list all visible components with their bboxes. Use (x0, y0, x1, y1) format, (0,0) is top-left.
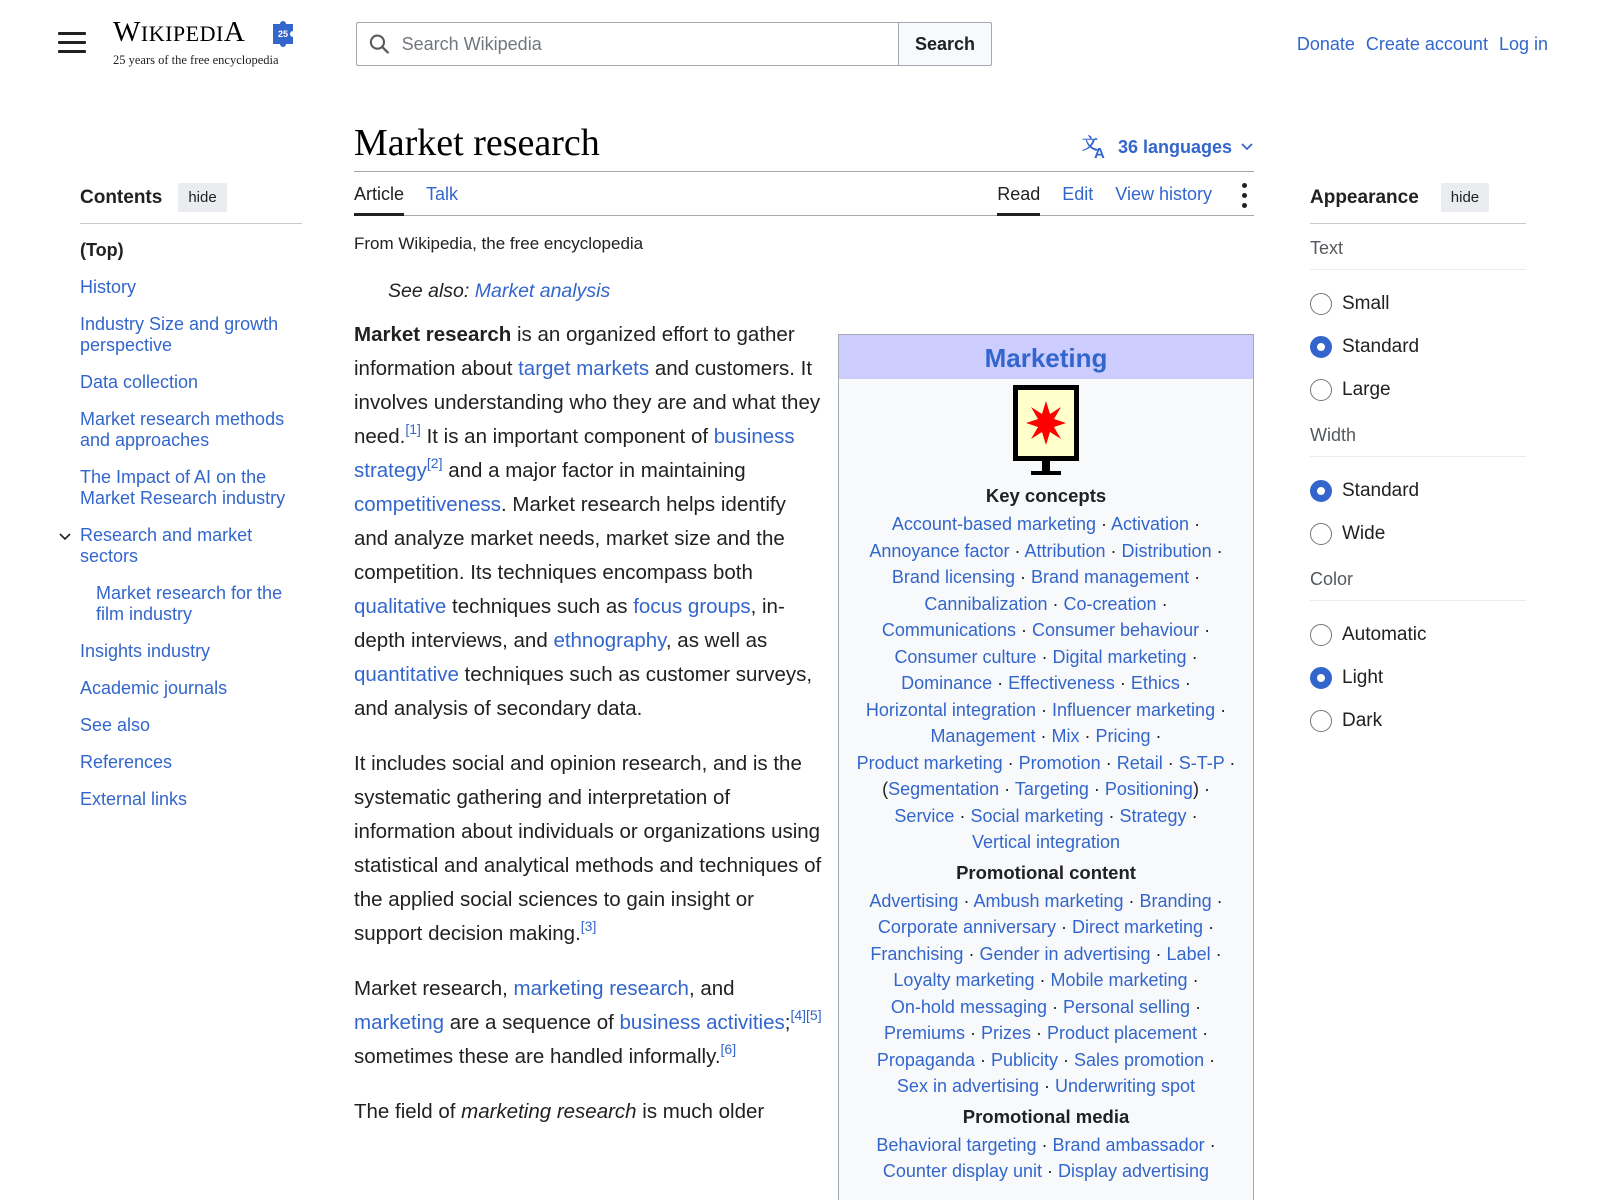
toc-item-data-collection[interactable]: Data collection (80, 372, 199, 392)
infobox-line (851, 697, 1241, 724)
radio-button[interactable] (1310, 624, 1332, 646)
radio-button[interactable] (1310, 710, 1332, 732)
infobox-link-advertising[interactable]: Advertising (869, 890, 959, 911)
separator-dot: · (1039, 1076, 1055, 1096)
infobox-link-ethics[interactable]: Ethics (1130, 673, 1180, 693)
infobox-line (851, 941, 1241, 968)
languages-label: 36 languages (1117, 136, 1232, 157)
infobox-link-sales-promotion[interactable]: Sales promotion (1074, 1049, 1205, 1070)
separator-dot: · (1036, 699, 1052, 720)
separator-dot: · (1186, 646, 1198, 667)
link-quantitative[interactable]: quantitative (354, 663, 459, 686)
appearance-hide-button[interactable]: hide (1441, 183, 1489, 212)
separator-dot: · (1187, 970, 1199, 990)
more-tools-icon[interactable] (1234, 180, 1254, 210)
infobox-link-retail[interactable]: Retail (1116, 752, 1163, 773)
citation-1[interactable]: [1] (405, 421, 421, 437)
svg-text:25: 25 (277, 29, 289, 39)
infobox-line (851, 776, 1241, 803)
link-business-activities[interactable]: business activities (619, 1011, 785, 1034)
site-sub: From Wikipedia, the free encyclopedia (354, 234, 644, 253)
infobox-line (851, 538, 1241, 565)
separator-dot: · (1197, 1023, 1209, 1043)
separator-dot: · (958, 890, 974, 911)
radio-text-small[interactable] (1310, 282, 1526, 325)
infobox-link-behavioral-targeting[interactable]: Behavioral targeting (876, 1134, 1037, 1155)
infobox-line (851, 617, 1241, 644)
separator-dot: · (1088, 779, 1105, 799)
infobox-link-underwriting-spot[interactable]: Underwriting spot (1055, 1076, 1196, 1096)
hatnote: See also: Market analysis (388, 280, 611, 302)
radio-button[interactable] (1310, 523, 1332, 545)
link-qualitative[interactable]: qualitative (354, 595, 447, 618)
radio-label: Wide (1342, 522, 1386, 544)
separator-dot: · (1030, 1023, 1047, 1043)
separator-dot: · (1056, 917, 1073, 937)
search-form (356, 22, 992, 66)
separator-dot: · (1211, 890, 1223, 911)
separator-dot: · (963, 943, 980, 964)
logo-tagline: 25 years of the free encyclopedia (113, 53, 279, 67)
radio-label: Small (1342, 292, 1390, 314)
infobox-link-positioning[interactable]: Positioning (1104, 779, 1193, 799)
separator-dot: · (1179, 673, 1191, 693)
chevron-down-icon[interactable] (58, 527, 72, 548)
separator-dot: · (1114, 673, 1131, 693)
infobox-link-label[interactable]: Label (1166, 943, 1211, 964)
table-of-contents (80, 180, 302, 826)
infobox-link-account-based-marketing[interactable]: Account-based marketing (891, 514, 1097, 534)
link-ethnography[interactable]: ethnography (553, 629, 666, 652)
separator-dot: · (1199, 620, 1211, 640)
appearance-group-label: Color (1310, 569, 1526, 601)
infobox-line (851, 670, 1241, 697)
separator-dot: · (1042, 1161, 1058, 1181)
puzzle-25-icon (269, 18, 299, 48)
infobox-line (851, 511, 1241, 538)
separator-dot: · (1150, 943, 1167, 964)
radio-label: Standard (1342, 335, 1420, 357)
citation-6[interactable]: [6] (720, 1041, 737, 1057)
toc-list (80, 240, 302, 810)
link-business-strategy[interactable]: business strategy (354, 425, 795, 482)
infobox-line (851, 1132, 1241, 1159)
toc-item-insights[interactable]: Insights industry (80, 641, 211, 661)
infobox-link-annoyance-factor[interactable]: Annoyance factor (869, 540, 1010, 561)
citation-3[interactable]: [3] (580, 918, 597, 934)
separator-dot: · (1211, 540, 1223, 561)
separator-dot: · (1224, 752, 1236, 773)
infobox-line (851, 1158, 1241, 1185)
infobox-section-heading: Promotional content (956, 861, 1136, 883)
infobox-line (851, 723, 1241, 750)
separator-dot: · (1103, 805, 1120, 826)
separator-dot: · (1035, 726, 1052, 746)
infobox-section (839, 1106, 1253, 1185)
toc-item-top[interactable]: (Top) (80, 240, 124, 260)
translate-icon (1082, 135, 1110, 159)
infobox-link-mix[interactable]: Mix (1051, 726, 1080, 746)
appearance-groups (1310, 238, 1526, 742)
appearance-header (1310, 180, 1526, 224)
infobox-link-distribution[interactable]: Distribution (1121, 540, 1212, 561)
infobox-link-digital-marketing[interactable]: Digital marketing (1052, 646, 1187, 667)
infobox-link-s-t-p[interactable]: S-T-P (1178, 752, 1225, 773)
separator-dot: · (1002, 752, 1019, 773)
paren: ) (1192, 779, 1199, 799)
citation-4[interactable]: [4] (790, 1007, 807, 1023)
radio-color-automatic[interactable] (1310, 613, 1526, 656)
radio-button[interactable] (1310, 667, 1332, 689)
link-competitiveness[interactable]: competitiveness (354, 493, 501, 516)
appearance-group-label: Width (1310, 425, 1526, 457)
infobox-link-brand-licensing[interactable]: Brand licensing (891, 567, 1015, 587)
paragraph: Market research, marketing research, and marketing are a sequence of business activities;[4][5] sometimes these are handled informally.[6] (354, 977, 822, 1068)
infobox-link-effectiveness[interactable]: Effectiveness (1008, 673, 1115, 693)
infobox-link-influencer-marketing[interactable]: Influencer marketing (1052, 699, 1216, 720)
create-account-link[interactable]: Create account (1365, 34, 1488, 54)
separator-dot: · (1203, 917, 1215, 937)
infobox-link-branding[interactable]: Branding (1139, 890, 1212, 911)
separator-dot: · (1009, 540, 1025, 561)
billboard-star-icon (1011, 383, 1081, 479)
article-main (354, 116, 1254, 1181)
search-button[interactable]: Search (898, 22, 992, 66)
infobox-link-segmentation[interactable]: Segmentation (888, 779, 1000, 799)
namespace-tabs (354, 172, 458, 215)
infobox-link-co-creation[interactable]: Co-creation (1063, 593, 1157, 614)
radio-label: Automatic (1342, 623, 1427, 645)
radio-width-standard[interactable] (1310, 469, 1526, 512)
infobox-link-service[interactable]: Service (894, 805, 955, 826)
infobox-link-pricing[interactable]: Pricing (1095, 726, 1151, 746)
appearance-group-width (1310, 425, 1526, 555)
user-links (1297, 34, 1548, 55)
separator-dot: · (1150, 726, 1162, 746)
paren: ( (882, 779, 889, 799)
infobox-link-communications[interactable]: Communications (881, 620, 1016, 640)
infobox-section (839, 485, 1253, 856)
infobox-link-list (839, 511, 1253, 856)
infobox-line (851, 803, 1241, 830)
donate-link[interactable]: Donate (1296, 34, 1355, 54)
infobox-link-ambush-marketing[interactable]: Ambush marketing (973, 890, 1124, 911)
appearance-title: Appearance (1310, 186, 1419, 208)
toc-hide-button[interactable]: hide (178, 183, 226, 212)
citation-5[interactable]: [5] (806, 1007, 822, 1023)
radio-color-dark[interactable] (1310, 699, 1526, 742)
wikipedia-logo[interactable] (113, 16, 303, 74)
radio-text-large[interactable] (1310, 368, 1526, 411)
toc-item-film-industry[interactable]: Market research for the film industry (96, 583, 283, 624)
toc-item-label: Research and market sectors (80, 525, 253, 566)
infobox-link-activation[interactable]: Activation (1111, 514, 1190, 534)
infobox-link-brand-management[interactable]: Brand management (1030, 567, 1190, 587)
main-menu-button[interactable] (58, 32, 86, 54)
infobox-link-franchising[interactable]: Franchising (870, 943, 964, 964)
infobox-line (851, 591, 1241, 618)
separator-dot: · (954, 805, 971, 826)
chevron-down-icon (1240, 142, 1254, 152)
separator-dot: · (1105, 540, 1122, 561)
toc-header (80, 180, 302, 224)
infobox-link-brand-ambassador[interactable]: Brand ambassador (1052, 1134, 1205, 1155)
infobox-link-mobile-marketing[interactable]: Mobile marketing (1050, 970, 1188, 990)
separator-dot: · (1034, 970, 1051, 990)
radio-width-wide[interactable] (1310, 512, 1526, 555)
infobox-link-counter-display-unit[interactable]: Counter display unit (882, 1161, 1042, 1181)
separator-dot: · (974, 1049, 991, 1070)
title-row (354, 116, 1254, 172)
appearance-group-text (1310, 238, 1526, 411)
infobox-link-vertical-integration[interactable]: Vertical integration (971, 832, 1121, 852)
infobox-link-display-advertising[interactable]: Display advertising (1058, 1161, 1210, 1181)
infobox-link-consumer-behaviour[interactable]: Consumer behaviour (1031, 620, 1200, 640)
separator-dot: · (1096, 514, 1112, 534)
infobox-link-product-marketing[interactable]: Product marketing (856, 752, 1003, 773)
separator-dot: · (1058, 1049, 1075, 1070)
logo-wordmark: WIKIPEDIA (113, 16, 246, 48)
link-marketing-research[interactable]: marketing research (513, 977, 689, 1000)
infobox-link-list (839, 888, 1253, 1100)
infobox-line (851, 829, 1241, 856)
separator-dot: · (1204, 1134, 1216, 1155)
separator-dot: · (1210, 943, 1222, 964)
toc-item-journals[interactable]: Academic journals (80, 678, 228, 698)
infobox-sections (839, 485, 1253, 1185)
search-input[interactable] (402, 34, 898, 55)
infobox-link-list (839, 1132, 1253, 1185)
separator-dot: · (1036, 1134, 1053, 1155)
infobox-line (851, 750, 1241, 777)
infobox-title (839, 335, 1253, 379)
toc-item-history[interactable]: History (80, 277, 137, 297)
toc-item-ai-impact[interactable]: The Impact of AI on the Market Research industry (80, 467, 286, 508)
infobox-link-premiums[interactable]: Premiums (883, 1023, 965, 1043)
separator-dot: · (1190, 996, 1202, 1017)
infobox-link-on-hold-messaging[interactable]: On-hold messaging (890, 996, 1047, 1017)
infobox-line (851, 967, 1241, 994)
svg-text:A: A (1093, 145, 1105, 159)
paragraph: The field of marketing research is much older (354, 1100, 765, 1123)
languages-button[interactable] (1082, 135, 1254, 159)
tab-article[interactable]: Article (354, 172, 404, 216)
hatnote-link[interactable]: Market analysis (474, 280, 611, 302)
separator-dot: · (1189, 514, 1201, 534)
infobox-link-cannibalization[interactable]: Cannibalization (924, 593, 1048, 614)
infobox-link-horizontal-integration[interactable]: Horizontal integration (865, 699, 1036, 720)
infobox-line (851, 1020, 1241, 1047)
infobox-link-strategy[interactable]: Strategy (1119, 805, 1187, 826)
separator-dot: · (1014, 567, 1031, 587)
infobox-link-promotion[interactable]: Promotion (1018, 752, 1101, 773)
separator-dot: · (1204, 1049, 1216, 1070)
radio-label: Dark (1342, 709, 1383, 731)
toc-item-research-sectors[interactable] (80, 525, 302, 567)
separator-dot: · (1100, 752, 1117, 773)
infobox-section (839, 862, 1253, 1100)
search-box[interactable] (356, 22, 898, 66)
appearance-group-label: Text (1310, 238, 1526, 270)
link-marketing[interactable]: marketing (354, 1011, 445, 1034)
toc-item-industry-size[interactable]: Industry Size and growth perspective (80, 314, 279, 355)
infobox-link-gender-in-advertising[interactable]: Gender in advertising (979, 943, 1151, 964)
infobox-link-corporate-anniversary[interactable]: Corporate anniversary (877, 917, 1057, 937)
infobox-line (851, 888, 1241, 915)
separator-dot: · (1123, 890, 1140, 911)
search-icon (369, 33, 390, 55)
appearance-group-color (1310, 569, 1526, 742)
radio-label: Standard (1342, 479, 1420, 501)
infobox-link-attribution[interactable]: Attribution (1024, 540, 1106, 561)
infobox-link-loyalty-marketing[interactable]: Loyalty marketing (893, 970, 1035, 990)
toc-item-see-also[interactable]: See also (80, 715, 151, 735)
toc-item-references[interactable]: References (80, 752, 173, 772)
log-in-link[interactable]: Log in (1498, 34, 1548, 54)
article-body (354, 318, 824, 1150)
radio-button[interactable] (1310, 336, 1332, 358)
link-target-markets[interactable]: target markets (518, 357, 650, 380)
toc-title: Contents (80, 186, 163, 208)
infobox-line (851, 994, 1241, 1021)
infobox-line (851, 1047, 1241, 1074)
separator-dot: · (1079, 726, 1096, 746)
paragraph: It includes social and opinion research, and is the systematic gathering and interpretation of information about individuals or organizations using statistical and analytical methods and techniques of the applied social sciences to gain insight or support decision making.[3] (354, 752, 822, 945)
toc-item-methods[interactable]: Market research methods and approaches (80, 409, 285, 450)
view-tabs (997, 172, 1254, 215)
separator-dot: · (1036, 646, 1053, 667)
separator-dot: · (1215, 699, 1227, 720)
separator-dot: · (1047, 593, 1064, 614)
toc-item-external-links[interactable]: External links (80, 789, 188, 809)
infobox-link-consumer-culture[interactable]: Consumer culture (894, 646, 1037, 667)
tab-view-history[interactable]: View history (1115, 184, 1212, 204)
marketing-infobox (838, 334, 1254, 1200)
infobox-link-dominance[interactable]: Dominance (901, 673, 993, 693)
svg-text:文: 文 (1081, 135, 1098, 153)
appearance-panel (1310, 180, 1526, 742)
separator-dot: · (1156, 593, 1168, 614)
separator-dot: · (1015, 620, 1032, 640)
infobox-link-product-placement[interactable]: Product placement (1046, 1023, 1198, 1043)
tab-read[interactable]: Read (997, 172, 1040, 216)
infobox-link-personal-selling[interactable]: Personal selling (1063, 996, 1191, 1017)
infobox-link-management[interactable]: Management (930, 726, 1036, 746)
separator-dot: · (1189, 567, 1201, 587)
infobox-link-direct-marketing[interactable]: Direct marketing (1072, 917, 1204, 937)
separator-dot: · (992, 673, 1009, 693)
radio-label: Large (1342, 378, 1391, 400)
infobox-link-targeting[interactable]: Targeting (1014, 779, 1089, 799)
citation-2[interactable]: [2] (426, 455, 443, 471)
radio-text-standard[interactable] (1310, 325, 1526, 368)
radio-color-light[interactable] (1310, 656, 1526, 699)
infobox-title-link[interactable]: Marketing (984, 343, 1108, 373)
separator-dot: · (1198, 779, 1210, 799)
infobox-line (851, 914, 1241, 941)
radio-button[interactable] (1310, 480, 1332, 502)
tab-edit[interactable]: Edit (1062, 184, 1094, 204)
page-tabs (354, 172, 1254, 216)
infobox-section-heading: Key concepts (985, 485, 1107, 506)
radio-button[interactable] (1310, 293, 1332, 315)
radio-button[interactable] (1310, 379, 1332, 401)
separator-dot: · (1162, 752, 1179, 773)
separator-dot: · (1186, 805, 1198, 826)
paragraph: Market research is an organized effort to gather information about target markets and customers. It involves understanding who they are and what they need.[1] It is an important component of business strategy[2] and a major factor in maintaining competitiveness. Market research helps identify and analyze market needs, market size and the competition. Its techniques encompass both qualitative techniques such as focus groups, in-depth interviews, and ethnography, as well as quantitative techniques such as customer surveys, and analysis of secondary data. (354, 323, 821, 720)
infobox-link-propaganda[interactable]: Propaganda (876, 1049, 975, 1070)
infobox-line (851, 644, 1241, 671)
infobox-link-prizes[interactable]: Prizes (980, 1023, 1031, 1043)
separator-dot: · (1047, 996, 1063, 1017)
infobox-link-social-marketing[interactable]: Social marketing (970, 805, 1104, 826)
infobox-section-heading: Promotional media (962, 1105, 1130, 1127)
infobox-link-publicity[interactable]: Publicity (990, 1049, 1059, 1070)
tab-talk[interactable]: Talk (426, 184, 459, 204)
infobox-line (851, 1073, 1241, 1100)
infobox-line (851, 564, 1241, 591)
separator-dot: · (964, 1023, 981, 1043)
page-title: Market research (354, 122, 600, 164)
link-focus-groups[interactable]: focus groups (633, 595, 751, 618)
separator-dot: · (999, 779, 1015, 799)
radio-label: Light (1342, 666, 1384, 688)
infobox-link-sex-in-advertising[interactable]: Sex in advertising (896, 1076, 1039, 1096)
